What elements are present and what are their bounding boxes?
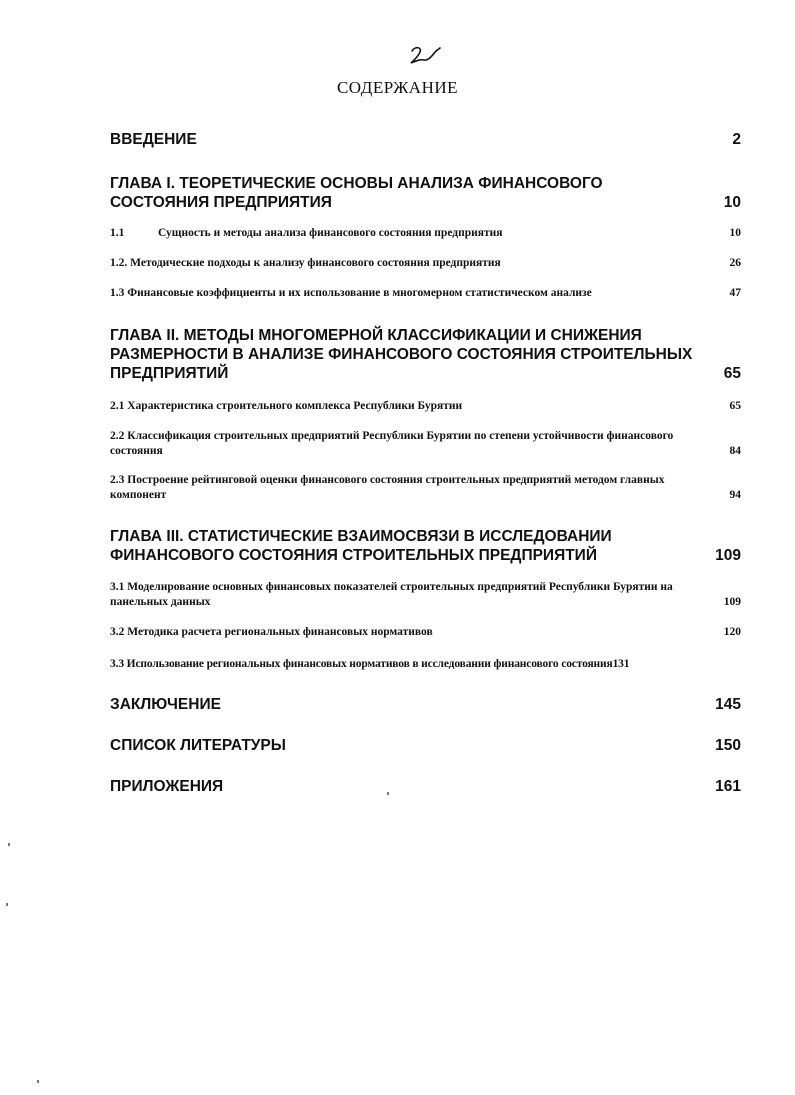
table-of-contents: [110, 130, 741, 796]
toc-entry-page: 145: [715, 696, 741, 713]
toc-entry-page: 2: [732, 131, 741, 148]
toc-entry-page: 65: [729, 400, 741, 412]
toc-entry-section-3-2: [110, 625, 741, 640]
toc-entry-text: Сущность и методы анализа финансового состояния предприятия: [158, 227, 503, 239]
toc-entry-page: 161: [715, 778, 741, 795]
toc-entry-text: ГЛАВА III. СТАТИСТИЧЕСКИЕ ВЗАИМОСВЯЗИ В ИССЛЕДОВАНИИ ФИНАНСОВОГО СОСТОЯНИЯ СТРОИТЕЛЬНЫХ ПРЕДПРИЯТИЙ: [110, 528, 612, 564]
scan-speck: [6, 903, 8, 906]
toc-entry-section-3-3: [110, 657, 741, 672]
toc-entry-text: 3.3 Использование региональных финансовых нормативов в исследовании финансового состояния131: [110, 658, 630, 670]
toc-entry-section-2-3: [110, 473, 741, 503]
toc-entry-text: 1.3 Финансовые коэффициенты и их использование в многомерном статистическом анализе: [110, 287, 592, 299]
toc-entry-chapter-2: [110, 326, 741, 383]
toc-entry-appendix: [110, 777, 741, 796]
toc-entry-literature: [110, 736, 741, 755]
toc-entry-page: 47: [729, 287, 741, 299]
toc-entry-text: 3.1 Моделирование основных финансовых показателей строительных предприятий Республики Бурятии на панельных данных: [110, 581, 673, 608]
toc-entry-section-2-2: [110, 429, 741, 459]
toc-entry-section-3-1: [110, 580, 741, 610]
scan-speck: [8, 843, 10, 846]
toc-entry-chapter-3: [110, 527, 741, 565]
page-title: СОДЕРЖАНИЕ: [336, 78, 459, 97]
toc-entry-page: 10: [723, 194, 741, 211]
toc-entry-section-1-1: [110, 226, 741, 241]
toc-entry-page: 65: [723, 365, 741, 382]
toc-entry-text: ГЛАВА I. ТЕОРЕТИЧЕСКИЕ ОСНОВЫ АНАЛИЗА ФИНАНСОВОГО СОСТОЯНИЯ ПРЕДПРИЯТИЯ: [110, 175, 603, 211]
toc-entry-page: 94: [729, 489, 741, 501]
toc-entry-text: 2.2 Классификация строительных предприятий Республики Бурятии по степени устойчивости финансового состояния: [110, 430, 674, 457]
toc-entry-section-2-1: [110, 399, 741, 414]
handwritten-page-number: [406, 42, 446, 68]
toc-entry-text: ЗАКЛЮЧЕНИЕ: [110, 696, 221, 713]
toc-entry-page: 26: [729, 257, 741, 269]
toc-entry-text: СПИСОК ЛИТЕРАТУРЫ: [110, 737, 286, 754]
toc-entry-text: 3.2 Методика расчета региональных финансовых нормативов: [110, 626, 433, 638]
toc-entry-conclusion: [110, 695, 741, 714]
toc-entry-page: 109: [715, 547, 741, 564]
toc-entry-text: 2.3 Построение рейтинговой оценки финансового состояния строительных предприятий методом главных компонент: [110, 474, 665, 501]
toc-entry-chapter-1: [110, 174, 741, 212]
toc-entry-text: ВВЕДЕНИЕ: [110, 131, 197, 148]
toc-entry-page: 120: [723, 626, 741, 638]
toc-entry-text: 1.2. Методические подходы к анализу финансового состояния предприятия: [110, 257, 501, 269]
toc-entry-page: 109: [723, 596, 741, 608]
toc-entry-section-1-3: [110, 286, 741, 301]
toc-entry-text: ГЛАВА II. МЕТОДЫ МНОГОМЕРНОЙ КЛАССИФИКАЦИИ И СНИЖЕНИЯ РАЗМЕРНОСТИ В АНАЛИЗЕ ФИНАНСОВОГО СОСТОЯНИЯ СТРОИТЕЛЬНЫХ ПРЕДПРИЯТИЙ: [110, 327, 693, 382]
toc-entry-page: 84: [729, 445, 741, 457]
scan-speck: [387, 792, 389, 795]
toc-entry-section-1-2: [110, 256, 741, 271]
toc-entry-number: 1.1: [110, 227, 125, 239]
toc-entry-page: 150: [715, 737, 741, 754]
toc-entry-text: 2.1 Характеристика строительного комплекса Республики Бурятии: [110, 400, 463, 412]
toc-entry-text: ПРИЛОЖЕНИЯ: [110, 778, 224, 795]
toc-entry-introduction: [110, 130, 741, 149]
scan-speck: [37, 1080, 39, 1083]
toc-entry-page: 10: [729, 227, 741, 239]
